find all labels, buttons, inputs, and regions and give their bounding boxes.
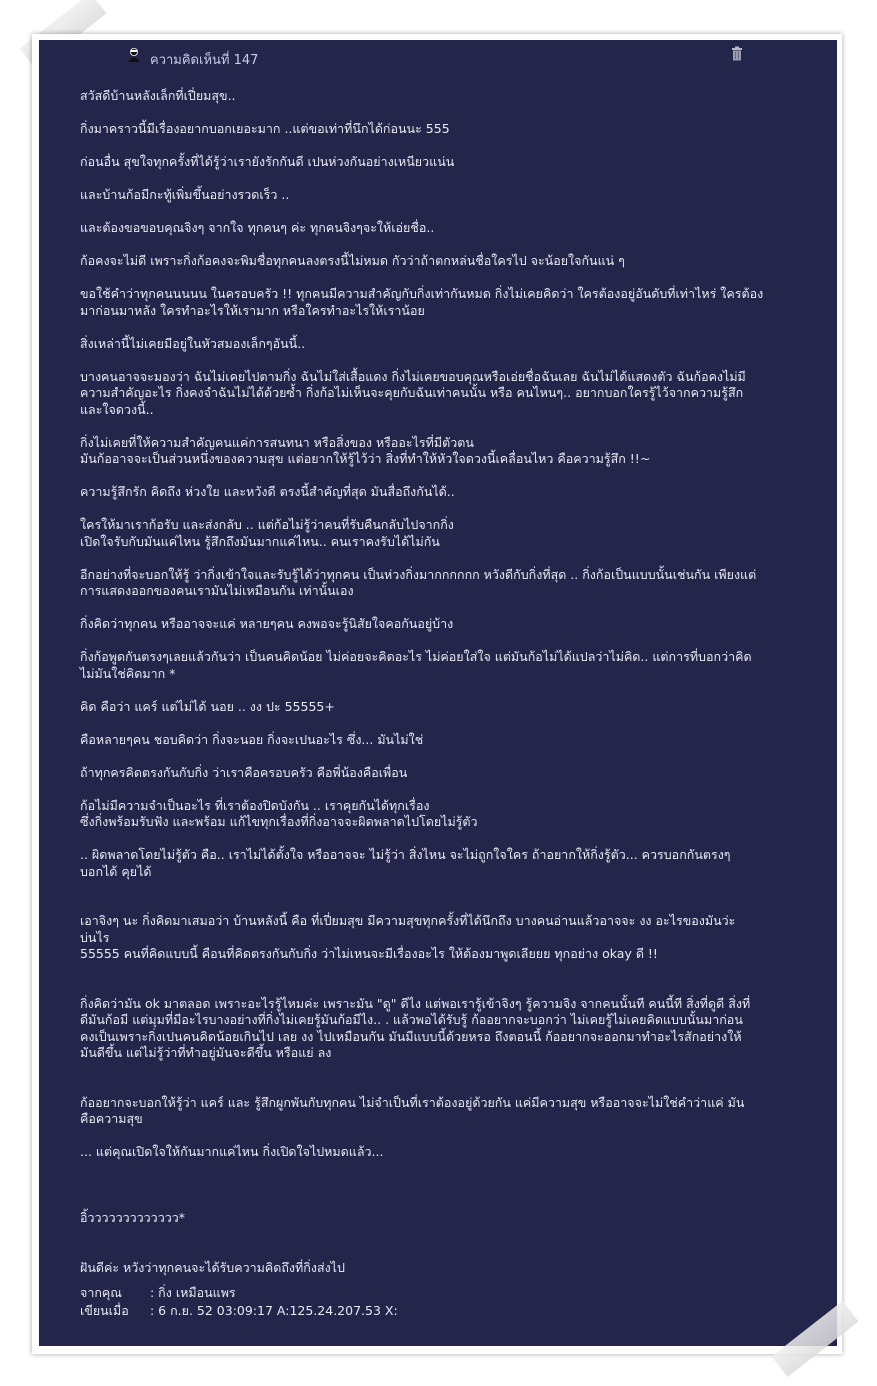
paragraph: บางคนอาจจะมองว่า ฉันไม่เคยไปตามกิ่ง ฉันไม่ใส่เสื้อแดง กิ่งไม่เคยขอบคุณหรือเอ่ยชื่อฉันเลย ฉันไม่ได้แสดงตัว ฉันก้อคงไม่มี ความสำคัญอะไร กิ่งคงจำฉันไม่ได้ด้วยซ้ำ กิ่งก้อไม่เห็นจะคุยกับฉันเท่าคนนั้น หรือ คนไหนๆ.. อยากบอกใครรู้ไว้จากความรู้สึก และใจดวงนี้.. xyxy=(80,368,746,417)
paragraph: ... แต่คุณเปิดใจให้กันมากแค่ไหน กิ่งเปิดใจไปหมดแล้ว... xyxy=(80,1144,384,1159)
paragraph: ก่อนอื่น สุขใจทุกครั้งที่ได้รู้ว่าเรายังรักกันดี เปนห่วงกันอย่างเหนียวแน่น xyxy=(80,154,455,169)
paragraph: ถ้าทุกครคิดตรงกันกับกิ่ง ว่าเราคือครอบครัว คือพี่น้องคือเพื่อน xyxy=(80,764,408,780)
spacer xyxy=(80,1243,795,1260)
paragraph: กิ่งคิดว่าทุกคน หรืออาจจะแค่ หลายๆคน คงพอจะรู้นิสัยใจคอกันอยู่บ้าง xyxy=(80,616,454,631)
comment-number-title: ความคิดเห็นที่ 147 xyxy=(150,53,259,68)
paragraph: และต้องขอขอบคุณจิงๆ จากใจ ทุกคนๆ ค่ะ ทุกคนจิงๆจะให้เอ่ยชื่อ.. xyxy=(80,220,435,235)
meta-from-row xyxy=(80,1284,795,1302)
post-date: : 6 ก.ย. 52 03:09:17 A:125.24.207.53 X: xyxy=(150,1303,398,1318)
paragraph: และบ้านก้อมีกะทู้เพิ่มขึ้นอย่างรวดเร็ว .. xyxy=(80,187,290,202)
paragraph: กิ่งก้อพูดกันตรงๆเลยแล้วกันว่า เป็นคนคิดน้อย ไม่ค่อยจะคิดอะไร ไม่ค่อยใส่ใจ แต่มันก้อไม่ได้แปลว่าไม่คิด.. แต่การที่บอกว่าคิด ไม่มันใช่คิดมาก * xyxy=(80,649,752,681)
paragraph: .. ผิดพลาดโดยไม่รู้ตัว คือ.. เราไม่ได้ตั้งใจ หรืออาจจะ ไม่รู้ว่า สิ่งไหน จะไม่ถูกใจใคร ถ้าอยากให้กิ่งรู้ตัว... ควรบอกกันตรงๆ บอกได้ คุยได้ xyxy=(80,847,731,879)
paragraph: ก้ออยากจะบอกให้รู้ว่า แคร์ และ รู้สึกผูกพันกับทุกคน ไม่จำเป็นที่เราต้องอยู่ด้วยกัน แค่มีความสุข หรืออาจจะไม่ใช่คำว่าแค่ มัน คือความสุข xyxy=(80,1094,745,1126)
paragraph: คิด คือว่า แคร์ แต่ไม่ได้ นอย .. งง ปะ 55555+ xyxy=(80,698,335,714)
paragraph: ก้อคงจะไม่ดี เพราะกิ่งก้อคงจะพิมชื่อทุกคนลงตรงนี้ไม่หมด กัวว่าถ้าตกหล่นชื่อใครไป จะน้อยใจกันแน่ ๆ xyxy=(80,253,625,268)
paragraph: สวัสดีบ้านหลังเล็กที่เปี่ยมสุข.. xyxy=(80,88,236,103)
user-icon xyxy=(127,47,141,62)
comment-header xyxy=(80,40,795,74)
paragraph: ก้อไม่มีความจำเป็นอะไร ที่เราต้องปิดบังกัน .. เราคุยกันได้ทุกเรื่อง ซึ่งกิ่งพร้อมรับฟัง และพร้อม แก้ไขทุกเรื่องที่กิ่งอาจจะผิดพลาดไปโดยไม่รู้ตัว xyxy=(80,797,478,829)
author-name: : กิ่ง เหมือนแพร xyxy=(150,1285,236,1300)
date-label: เขียนเมื่อ xyxy=(80,1303,129,1318)
comment-panel xyxy=(39,40,837,1346)
spacer xyxy=(80,1177,795,1210)
comment-body xyxy=(80,74,795,1320)
paragraph: ขอใช้คำว่าทุกคนนนนน ในครอบครัว !! ทุกคนมีความสำคัญกับกิ่งเท่ากันหมด กิ่งไม่เคยคิดว่า ใครต้องอยู่อันดับที่เท่าไหร่ ใครต้อง มาก่อนมาหลัง ใครทำอะไรให้เรามาก หรือใครทำอะไรให้เราน้อย xyxy=(80,286,764,318)
paragraph-group-1 xyxy=(80,88,795,880)
spacer xyxy=(80,1078,795,1095)
paragraph: เอาจิงๆ นะ กิ่งคิดมาเสมอว่า บ้านหลังนี้ คือ ที่เปี่ยมสุข มีความสุขทุกครั้งที่ได้นึกถึง บางคนอ่านแล้วอาจจะ งง อะไรของมันว่ะ บ่นไร 55555 คนที่คิดแบบนี้ คือนที่คิดตรงกันกับกิ่ง ว่าไม่เหนจะมีเรื่องอะไร ให้ต้องมาพูดเลียยย ทุกอย่าง okay ดี !! xyxy=(80,913,736,961)
trash-icon[interactable] xyxy=(731,46,743,61)
comment-meta xyxy=(80,1284,795,1320)
paragraph: กิ่งไม่เคยที่ให้ความสำคัญคนแค่การสนทนา หรือสิ่งของ หรืออะไรที่มีตัวตน มันก้ออาจจะเป็นส่วนหนึ่งของความสุข แต่อยากให้รู้ไว้ว่า สิ่งที่ทำให้หัวใจดวงนี้เคลื่อนไหว คือความรู้สึก !!~ xyxy=(80,434,651,466)
signoff-line: ฝันดีค่ะ หวังว่าทุกคนจะได้รับความคิดถึงที่กิ่งส่งไป xyxy=(80,1259,345,1275)
paragraph: กิ่งคิดว่ามัน ok มาตลอด เพราะอะไรรู้ไหมค่ะ เพราะมัน "ดู" ดีไง แต่พอเรารู้เข้าจิงๆ รู้ความจิง จากคนนั้นที คนนี้ที สิ่งที่ดูดี สิ่งที่ ดีมันก้อมี แต่มุมที่มีอะไรบางอย่างที่กิ่งไม่เคยรู้มันก้อมีไง.. . แล้วพอได้รับรู้ ก้ออยากจะบอกว่า ไม่เคยรู้ไม่เคยคิดแบบนั้นมาก่อน คงเป็นเพราะกิ่งเปนคนคิดน้อยเกินไป เลย งง ไปเหมือนกัน มันมีแบบนี้ด้วยหรอ ถึงตอนนี้ ก้ออยากจะออกมาทำอะไรสักอย่างให้ มันดีขึ้น แต่ไม่รู้ว่าที่ทำอยู่มันจะดีขึ้น หรือแย่ ลง xyxy=(80,995,751,1060)
closing-line: อิ้ววววววววววววว* xyxy=(80,1210,186,1225)
paragraph: กิ่งมาคราวนี้มีเรื่องอยากบอกเยอะมาก ..แต่ขอเท่าที่นึกได้ก่อนนะ 555 xyxy=(80,121,450,136)
paragraph: ความรู้สึกรัก คิดถึง ห่วงใย และหวังดี ตรงนี้สำคัญที่สุด มันสื่อถึงกันได้.. xyxy=(80,484,455,499)
paragraph: ใครให้มาเราก้อรับ และส่งกลับ .. แต่ก้อไม่รู้ว่าคนที่รับคืนกลับไปจากกิ่ง เปิดใจรับกับมันแค่ไหน รู้สึกถึงมันมากแค่ไหน.. คนเราคงรับได้ไม่กัน xyxy=(80,517,454,549)
paragraph: อีกอย่างที่จะบอกให้รู้ ว่ากิ่งเข้าใจและรับรู้ได้ว่าทุกคน เป็นห่วงกิ่งมากกกกกก หวังดีกับกิ่งที่สุด .. กิ่งก้อเป็นแบบนั้นเช่นกัน เพียงแต่ การแสดงออกของคนเรามันไม่เหมือนกัน เท่านั้นเอง xyxy=(80,566,757,598)
spacer xyxy=(80,897,795,914)
spacer xyxy=(80,979,795,996)
paragraph: คือหลายๆคน ชอบคิดว่า กิ่งจะนอย กิ่งจะเปนอะไร ซึ่ง... มันไม่ใช่ xyxy=(80,731,424,747)
paragraph: สิ่งเหล่านี้ไม่เคยมีอยู่ในหัวสมองเล็กๆอันนี้.. xyxy=(80,335,306,351)
meta-date-row xyxy=(80,1302,795,1320)
from-label: จากคุณ xyxy=(80,1285,122,1300)
